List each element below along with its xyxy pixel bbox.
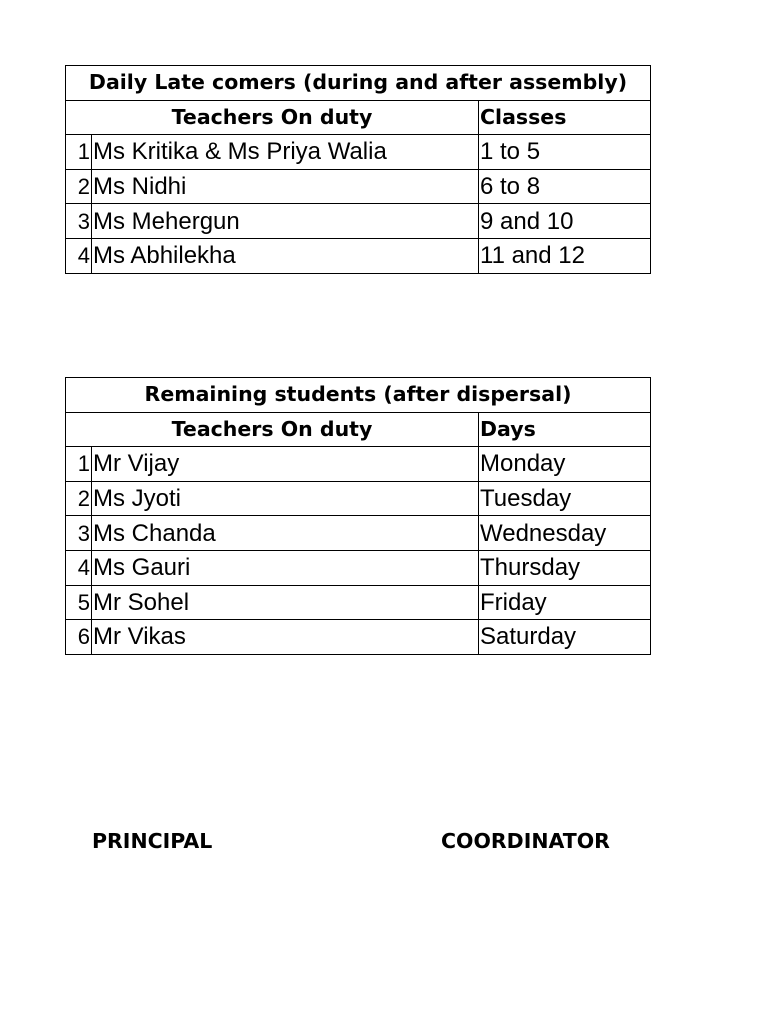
late-comers-header-teachers: Teachers On duty xyxy=(66,100,479,135)
classes-value: 6 to 8 xyxy=(479,169,651,204)
classes-value: 9 and 10 xyxy=(479,204,651,239)
teacher-name: Ms Chanda xyxy=(92,516,479,551)
row-number: 2 xyxy=(66,169,92,204)
remaining-students-title-row xyxy=(66,378,651,413)
teacher-name: Mr Vikas xyxy=(92,620,479,655)
classes-value: 11 and 12 xyxy=(479,238,651,273)
teacher-name: Ms Kritika & Ms Priya Walia xyxy=(92,135,479,170)
remaining-students-title: Remaining students (after dispersal) xyxy=(66,378,651,413)
teacher-name: Ms Abhilekha xyxy=(92,238,479,273)
remaining-students-header-row xyxy=(66,412,651,447)
row-number: 4 xyxy=(66,550,92,585)
table-row xyxy=(66,620,651,655)
table-row xyxy=(66,585,651,620)
coordinator-signature-label: COORDINATOR xyxy=(441,829,610,853)
late-comers-table xyxy=(65,65,651,274)
teacher-name: Ms Jyoti xyxy=(92,481,479,516)
table-row xyxy=(66,516,651,551)
day-value: Wednesday xyxy=(479,516,651,551)
classes-value: 1 to 5 xyxy=(479,135,651,170)
table-row xyxy=(66,447,651,482)
teacher-name: Ms Mehergun xyxy=(92,204,479,239)
teacher-name: Mr Vijay xyxy=(92,447,479,482)
day-value: Friday xyxy=(479,585,651,620)
day-value: Tuesday xyxy=(479,481,651,516)
row-number: 1 xyxy=(66,447,92,482)
remaining-students-header-teachers: Teachers On duty xyxy=(66,412,479,447)
row-number: 2 xyxy=(66,481,92,516)
day-value: Monday xyxy=(479,447,651,482)
row-number: 1 xyxy=(66,135,92,170)
row-number: 3 xyxy=(66,204,92,239)
late-comers-title-row xyxy=(66,66,651,101)
teacher-name: Ms Gauri xyxy=(92,550,479,585)
row-number: 5 xyxy=(66,585,92,620)
teacher-name: Ms Nidhi xyxy=(92,169,479,204)
remaining-students-table xyxy=(65,377,651,655)
table-row xyxy=(66,135,651,170)
late-comers-header-row xyxy=(66,100,651,135)
teacher-name: Mr Sohel xyxy=(92,585,479,620)
day-value: Thursday xyxy=(479,550,651,585)
late-comers-title: Daily Late comers (during and after assembly) xyxy=(66,66,651,101)
remaining-students-header-days: Days xyxy=(479,412,651,447)
table-row xyxy=(66,481,651,516)
row-number: 3 xyxy=(66,516,92,551)
table-row xyxy=(66,169,651,204)
table-row xyxy=(66,238,651,273)
day-value: Saturday xyxy=(479,620,651,655)
table-row xyxy=(66,550,651,585)
late-comers-header-classes: Classes xyxy=(479,100,651,135)
table-row xyxy=(66,204,651,239)
row-number: 6 xyxy=(66,620,92,655)
principal-signature-label: PRINCIPAL xyxy=(92,829,213,853)
row-number: 4 xyxy=(66,238,92,273)
